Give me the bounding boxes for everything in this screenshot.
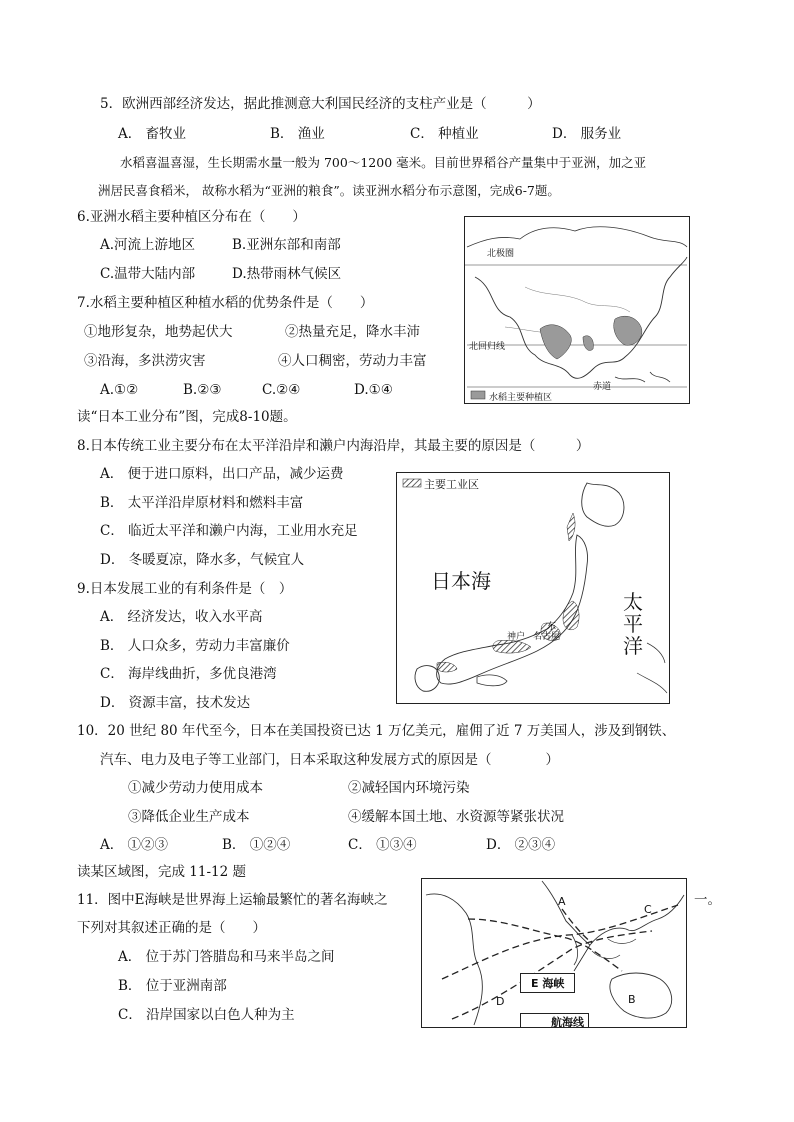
q10-option-c: C． ①③④ (348, 837, 417, 853)
kobe-label: 神户 (507, 632, 526, 642)
q11-stem-line1: 11．图中E海峡是世界海上运输最繁忙的著名海峡之 (77, 892, 388, 908)
rice-area-legend: 水稻主要种植区 (489, 393, 553, 403)
q8-option-a: A． 便于进口原料，出口产品，减少运费 (100, 466, 344, 482)
q9-option-b: B． 人口众多，劳动力丰富廉价 (100, 638, 290, 654)
region-label-c: C (644, 903, 652, 916)
japan-industry-map (396, 472, 670, 704)
q7-item-3: ③沿海，多洪涝灾害 (84, 353, 206, 369)
q10-stem-line2: 汽车、电力及电子等工业部门，日本采取这种发展方式的原因是（ ） (100, 752, 559, 768)
tropic-of-cancer-label: 北回归线 (469, 342, 506, 352)
industrial-zone-legend: 主要工业区 (424, 478, 479, 491)
nagoya-label: 名古屋 (533, 632, 561, 642)
rice-intro-line2: 洲居民喜食稻米， 故称水稻为“亚洲的粮食”。读亚洲水稻分布示意图，完成6-7题。 (98, 183, 560, 198)
region-map-drawing (422, 879, 686, 1027)
q5-option-c: C． 种植业 (410, 126, 479, 142)
rice-intro-line1: 水稻喜温喜湿，生长期需水量一般为 700～1200 毫米。目前世界稻谷产量集中于亚洲，加之亚 (120, 155, 647, 170)
q9-option-a: A． 经济发达，收入水平高 (100, 609, 263, 625)
q11-option-a: A． 位于苏门答腊岛和马来半岛之间 (118, 949, 335, 965)
q9-option-c: C． 海岸线曲折，多优良港湾 (100, 666, 277, 682)
q6-stem: 6.亚洲水稻主要种植区分布在（ ） (77, 209, 306, 225)
q5-option-d: D． 服务业 (552, 126, 622, 142)
q8-option-c: C． 临近太平洋和濑户内海，工业用水充足 (100, 523, 358, 539)
q10-item-2: ②减轻国内环境污染 (348, 780, 470, 796)
pacific-ocean-label: 太平洋 (623, 590, 643, 658)
q9-stem: 9.日本发展工业的有利条件是（ ） (77, 581, 293, 597)
asia-map-drawing (465, 217, 689, 403)
sea-of-japan-label: 日本海 (431, 569, 491, 593)
q7-item-2: ②热量充足，降水丰沛 (285, 324, 420, 340)
q10-option-b: B． ①②④ (222, 837, 291, 853)
q9-option-d: D． 资源丰富，技术发达 (100, 695, 251, 711)
q7-item-1: ①地形复杂，地势起伏大 (84, 324, 233, 340)
equator-label: 赤道 (593, 382, 612, 392)
q7-option-b: B.②③ (183, 382, 222, 398)
arctic-circle-label: 北极圈 (487, 249, 515, 259)
q11-option-c: C． 沿岸国家以白色人种为主 (118, 1007, 295, 1023)
q7-stem: 7.水稻主要种植区种植水稻的优势条件是（ ） (77, 295, 374, 311)
q6-option-c: C.温带大陆内部 (100, 266, 196, 282)
q5-option-b: B． 渔业 (270, 126, 325, 142)
q7-item-4: ④人口稠密，劳动力丰富 (278, 353, 427, 369)
q5-stem: 5．欧洲西部经济发达，据此推测意大利国民经济的支柱产业是（ ） (100, 96, 541, 112)
q11-stem-line2: 下列对其叙述正确的是（ ） (77, 920, 266, 936)
asia-rice-map (464, 216, 690, 404)
q6-option-a: A.河流上游地区 (100, 237, 196, 253)
q7-option-a: A.①② (100, 382, 139, 398)
region-label-a: A (558, 895, 566, 908)
q10-item-3: ③降低企业生产成本 (128, 809, 250, 825)
q10-item-1: ①减少劳动力使用成本 (128, 780, 263, 796)
tokyo-label: 东 (547, 622, 557, 632)
q10-item-4: ④缓解本国土地、水资源等紧张状况 (348, 809, 564, 825)
q8-stem: 8.日本传统工业主要分布在太平洋沿岸和濑户内海沿岸，其最主要的原因是（ ） (77, 438, 590, 454)
region-intro: 读某区域图，完成 11-12 题 (77, 864, 247, 880)
q5-option-a: A． 畜牧业 (118, 126, 187, 142)
q10-option-d: D． ②③④ (486, 837, 556, 853)
q8-option-b: B． 太平洋沿岸原材料和燃料丰富 (100, 495, 304, 511)
q10-option-a: A． ①②③ (100, 837, 169, 853)
region-label-b: B (628, 993, 636, 1006)
q7-option-c: C.②④ (262, 382, 301, 398)
q8-option-d: D． 冬暖夏凉，降水多，气候宜人 (100, 552, 305, 568)
q11-option-b: B． 位于亚洲南部 (118, 978, 227, 994)
q6-option-d: D.热带雨林气候区 (232, 266, 342, 282)
q10-stem-line1: 10．20 世纪 80 年代至今，日本在美国投资已达 1 万亿美元，雇佣了近 7 万美国人，涉及到钢铁、 (77, 723, 676, 739)
japan-intro: 读“日本工业分布”图，完成8-10题。 (77, 409, 297, 425)
q11-stem-line1-tail: 一。 (694, 892, 721, 908)
sea-route-legend: 航海线 (520, 1013, 589, 1028)
region-label-d: D (496, 995, 505, 1008)
q6-option-b: B.亚洲东部和南部 (232, 237, 341, 253)
q7-option-d: D.①④ (354, 382, 393, 398)
region-sea-route-map (421, 878, 687, 1028)
strait-e-box: E 海峡 (520, 973, 575, 993)
